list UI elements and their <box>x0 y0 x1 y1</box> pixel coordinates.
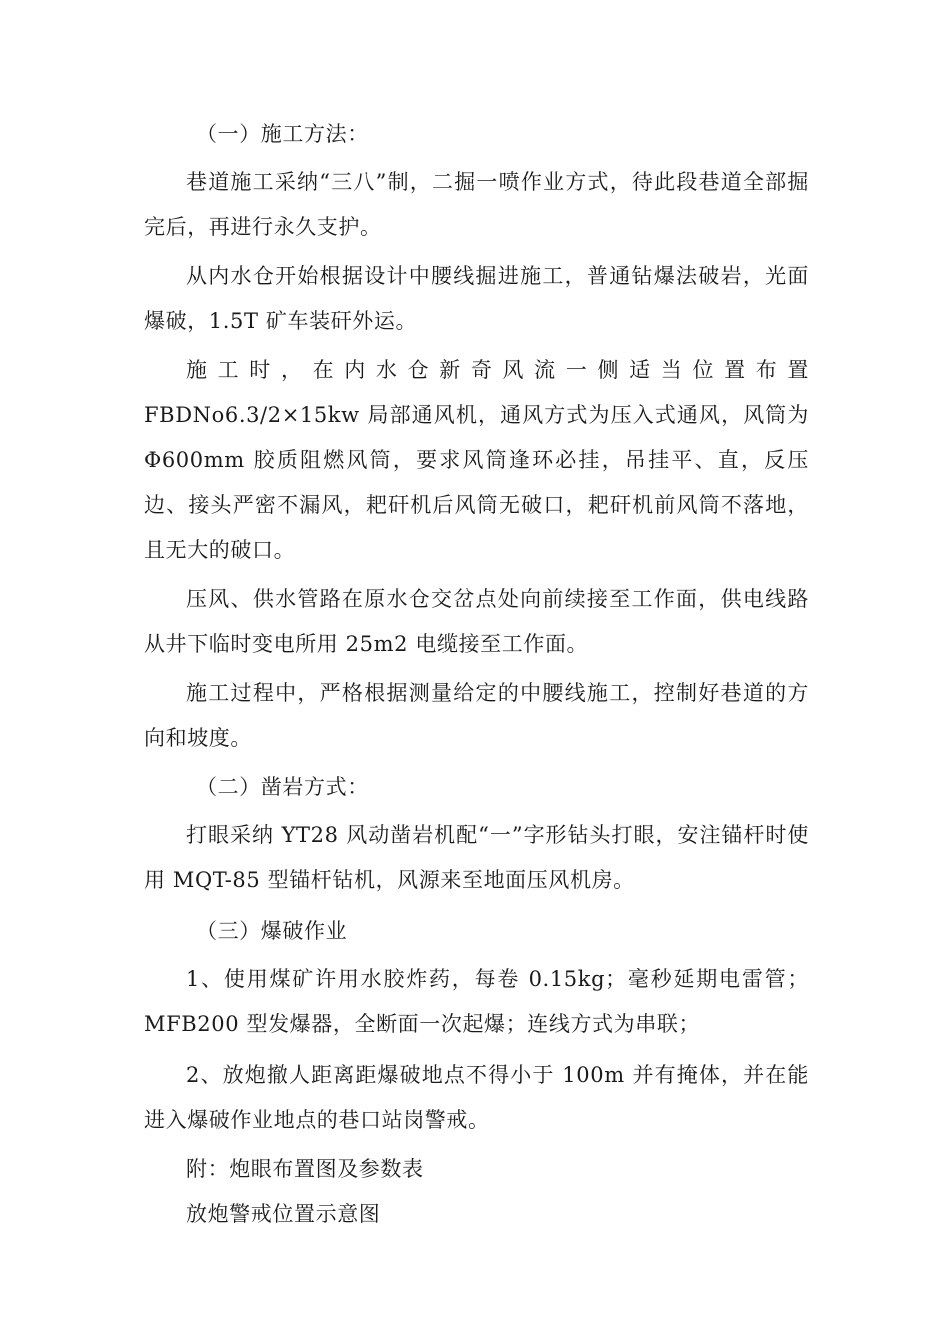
paragraph-blasting-item-1: 1、使用煤矿许用水胶炸药，每卷 0.15kg；毫秒延期电雷管；MFB200 型发爆器，全断面一次起爆；连线方式为串联； <box>144 967 809 1036</box>
paragraph-blasting-item-2: 2、放炮撤人距离距爆破地点不得小于 100m 并有掩体，并在能进入爆破作业地点的巷口站岗警戒。 <box>144 1063 809 1132</box>
section-heading-construction-method: （一）施工方法： <box>196 122 369 146</box>
document-body <box>144 112 809 1237</box>
paragraph-drilling: 打眼采纳 YT28 风动凿岩机配“一”字形钻头打眼，安注锚杆时使用 MQT-85 型锚杆钻机，风源来至地面压风机房。 <box>144 823 809 892</box>
paragraph-direction-control: 施工过程中，严格根据测量给定的中腰线施工，控制好巷道的方向和坡度。 <box>144 681 809 750</box>
paragraph-pipelines: 压风、供水管路在原水仓交岔点处向前续接至工作面，供电线路从井下临时变电所用 25m2 电缆接至工作面。 <box>144 587 809 656</box>
appendix-line-1: 附：炮眼布置图及参数表 <box>186 1157 424 1181</box>
paragraph-shift-system: 巷道施工采纳“三八”制，二掘一喷作业方式，待此段巷道全部掘完后，再进行永久支护。 <box>144 170 809 239</box>
paragraph-excavation: 从内水仓开始根据设计中腰线掘进施工，普通钻爆法破岩，光面爆破，1.5T 矿车装矸外运。 <box>144 264 809 333</box>
appendix-line-2: 放炮警戒位置示意图 <box>186 1202 381 1226</box>
paragraph-ventilation: 施工时，在内水仓新奇风流一侧适当位置布置 FBDNo6.3/2×15kw 局部通风机，通风方式为压入式通风，风筒为 Φ600mm 胶质阻燃风筒，要求风筒逢环必挂，吊挂平、直，反压边、接头严密不漏风，耙矸机后风筒无破口，耙矸机前风筒不落地，且无大的破口。 <box>144 358 809 562</box>
section-heading-drilling-method: （二）凿岩方式： <box>196 775 369 799</box>
section-heading-blasting: （三）爆破作业 <box>196 919 348 943</box>
